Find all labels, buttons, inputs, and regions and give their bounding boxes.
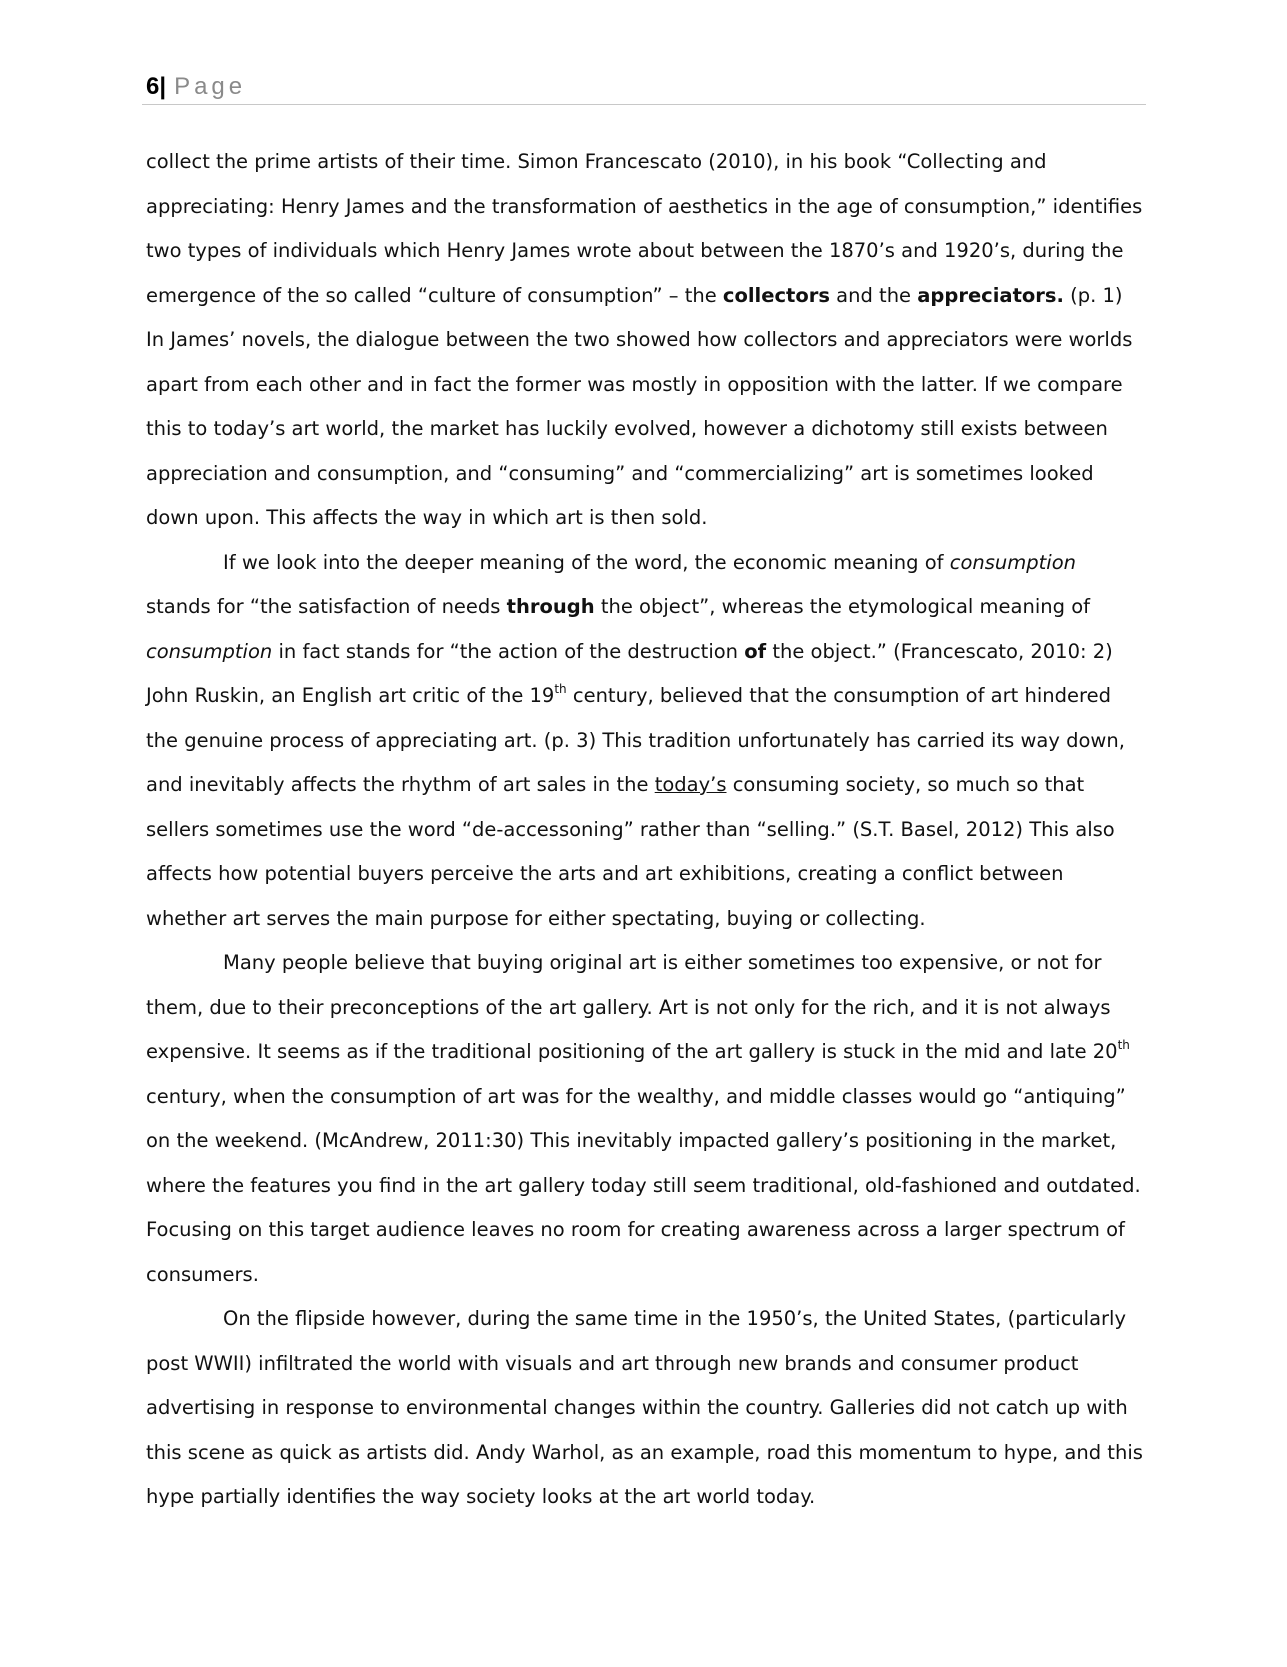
text-run: century, believed that the consumption of art hindered the genuine process of appreciating art. (p. 3) This tradition unfortunately has carried its way down, and inevitably affects the rhythm of art sales in the [146,684,1125,796]
page-header [146,70,1146,104]
italic-term: consumption [949,550,1077,574]
superscript: th [1117,1038,1130,1052]
bold-term-appreciators: appreciators. [917,283,1064,307]
paragraph-3 [146,941,1146,1297]
text-run: collect the prime artists of their time. Simon Francescato (2010), in his book “Collecting and appreciating: Henry James and the transformation of aesthetics in the age of consumption,” identifies two types of individuals which Henry James wrote about between the 1870’s and 1920’s, during the emergence of the so called “culture of consumption” – the [146,150,1143,307]
superscript: th [554,682,567,696]
text-run: consuming society, so much so that sellers sometimes use the word “de-accessoning” rather than “selling.” (S.T. Basel, 2012) This also affects how potential buyers perceive the arts and art exhibitions, creating a conflict between whether art serves the main purpose for either spectating, buying or collecting. [146,773,1115,930]
bold-term-through: through [506,595,595,618]
bold-term-of: of [744,639,767,663]
text-run: If we look into the deeper meaning of the word, the economic meaning of [223,550,950,574]
text-run: and the [829,283,918,307]
text-run: the object”, whereas the etymological meaning of [594,595,1090,618]
text-run: (p. 1) In James’ novels, the dialogue between the two showed how collectors and appreciators were worlds apart from each other and in fact the former was mostly in opposition with the latter. If we compare this to today’s art world, the market has luckily evolved, however a dichotomy still exists between appreciation and consumption, and “consuming” and “commercializing” art is sometimes looked down upon. This affects the way in which art is then sold. [146,283,1133,529]
header-divider [142,104,1146,105]
text-run: Many people believe that buying original art is either sometimes too expensive, or not for them, due to their preconceptions of the art gallery. Art is not only for the rich, and it is not always expensive. It seems as if the traditional positioning of the art gallery is stuck in the mid and late 20 [146,951,1118,1063]
text-run: the object.” (Francescato, 2010: 2) John Ruskin, an English art critic of the 19 [146,639,1113,707]
page-label: Page [174,73,247,100]
header-separator: | [159,73,167,100]
text-run: stands for “the satisfaction of needs [146,595,507,618]
paragraph-2 [146,541,1146,942]
text-run: On the flipside however, during the same time in the 1950’s, the United States, (particularly post WWII) infiltrated the world with visuals and art through new brands and consumer product advertising in response to environmental changes within the country. Galleries did not catch up with this scene as quick as artists did. Andy Warhol, as an example, road this momentum to hype, and this hype partially identifies the way society looks at the art world today. [146,1307,1143,1508]
page-number: 6 [146,73,160,100]
paragraph-4 [146,1297,1146,1520]
bold-term-collectors: collectors [722,283,830,307]
paragraph-1 [146,140,1146,541]
text-run: in fact stands for “the action of the destruction [272,639,745,663]
body-text [146,140,1146,1520]
italic-term: consumption [146,639,273,663]
text-run: century, when the consumption of art was for the wealthy, and middle classes would go “antiquing” on the weekend. (McAndrew, 2011:30) This inevitably impacted gallery’s positioning in the market, where the features you find in the art gallery today still seem traditional, old-fashioned and outdated. Focusing on this target audience leaves no room for creating awareness across a larger spectrum of consumers. [146,1084,1141,1286]
underlined-term: today’s [654,773,727,796]
